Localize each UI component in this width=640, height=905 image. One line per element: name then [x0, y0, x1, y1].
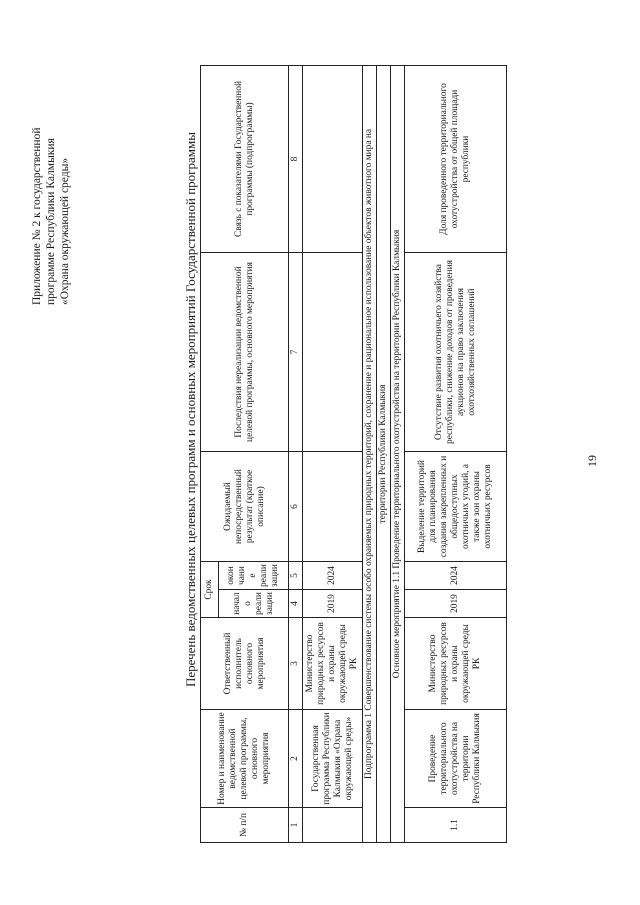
header-result: Ожидаемый непосредственный результат (краткое описание) — [201, 452, 289, 562]
row-consequences: Отсутствие развития охотничьего хозяйства республики, снижение доходов от проведения аукционов на право заключения охотхозяйственных соглашений — [405, 253, 507, 452]
col-number: 5 — [289, 562, 303, 590]
appendix-line-1: Приложение № 2 к государственной — [31, 127, 43, 305]
program-end: 2024 — [303, 562, 363, 590]
program-link-cell — [303, 66, 363, 253]
program-executor: Министерство природных ресурсов и охраны окружающей среды РК — [303, 618, 363, 710]
row-num: 1.1 — [405, 808, 507, 843]
program-result-cell — [303, 452, 363, 562]
col-number: 1 — [289, 808, 303, 843]
col-number: 6 — [289, 452, 303, 562]
program-name: Государственная программа Республики Калмыкия «Охрана окружающей среды» — [303, 710, 363, 808]
program-row — [303, 66, 363, 843]
col-number: 8 — [289, 66, 303, 253]
program-num-cell — [303, 808, 363, 843]
page-title: Перечень ведомственных целевых программ и основных мероприятий Государственной программы — [183, 132, 198, 687]
header-name: Номер и наименование ведомственной целевой программы, основного мероприятия — [201, 710, 289, 808]
subprogram-title: Подпрограмма 1 Совершенствование системы особо охраняемых природных территорий, сохранение и рациональное использование объектов животного мира на — [363, 66, 377, 843]
row-name: Проведение территориального охотустройства на территории Республики Калмыкия — [405, 710, 507, 808]
page-number: 19 — [585, 455, 599, 467]
subprogram-title-cont: территории Республики Калмыкия — [377, 66, 391, 843]
header-row — [201, 66, 219, 843]
row-end: 2024 — [405, 562, 507, 590]
header-num: № п/п — [201, 808, 289, 843]
col-number: 2 — [289, 710, 303, 808]
appendix-line-2: программе Республики Калмыкия — [45, 138, 57, 305]
col-number: 3 — [289, 618, 303, 710]
programs-table — [200, 65, 507, 843]
header-end: окон чани е реали зации — [219, 562, 289, 590]
row-start: 2019 — [405, 590, 507, 618]
table-row — [405, 66, 507, 843]
row-link: Доля проведенного территориального охотустройства от общей площади республики — [405, 66, 507, 253]
header-start: начал о реали зации — [219, 590, 289, 618]
col-number: 7 — [289, 253, 303, 452]
program-consequences-cell — [303, 253, 363, 452]
header-consequences: Последствия нереализации ведомственной целевой программы, основного мероприятия — [201, 253, 289, 452]
subprogram-row-cont — [377, 66, 391, 843]
appendix-block — [30, 65, 72, 305]
appendix-line-3: «Охрана окружающей среды» — [59, 157, 71, 305]
column-numbers-row — [289, 66, 303, 843]
program-start: 2019 — [303, 590, 363, 618]
col-number: 4 — [289, 590, 303, 618]
subprogram-row — [363, 66, 377, 843]
row-result: Выделение территорий для планирования создания закрепленных и общедоступных охотничьих угодий, а также зон охраны охотничьих ресурсов — [405, 452, 507, 562]
main-event-title: Основное мероприятие 1.1 Проведение территориального охотустройства на территории Республики Калмыкия — [391, 66, 405, 843]
header-term: Срок — [201, 562, 219, 618]
main-event-row — [391, 66, 405, 843]
header-link: Связь с показателями Государственной программы (подпрограммы) — [201, 66, 289, 253]
header-executor: Ответственный исполнитель основного мероприятия — [201, 618, 289, 710]
row-executor: Министерство природных ресурсов и охраны окружающей среды РК — [405, 618, 507, 710]
